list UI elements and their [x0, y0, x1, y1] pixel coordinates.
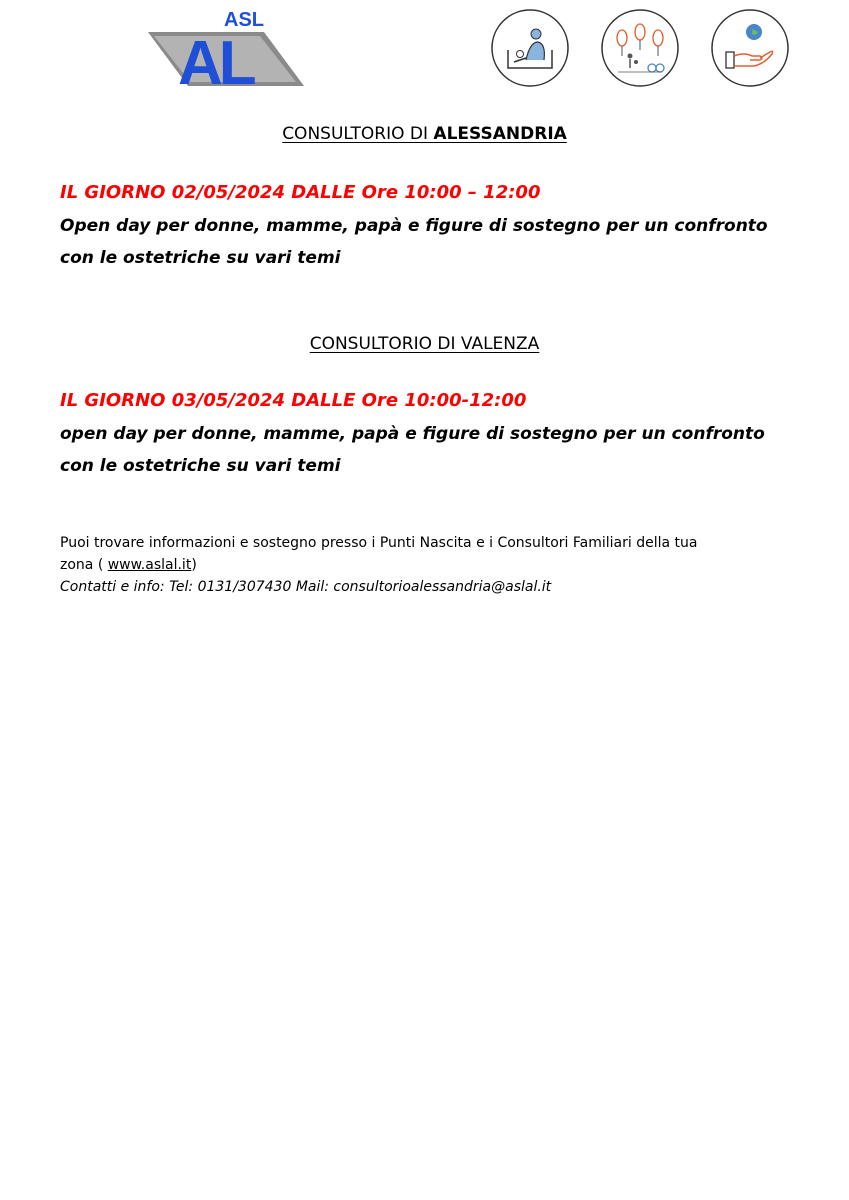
section-alessandria-desc-line2: con le ostetriche su vari temi — [60, 248, 341, 268]
hand-globe-icon — [710, 8, 790, 88]
info-line2-prefix: zona ( — [60, 557, 108, 573]
info-line2-suffix: ) — [191, 557, 197, 573]
info-line1: Puoi trovare informazioni e sostegno presso i Punti Nascita e i Consultori Familiari della tua — [60, 535, 698, 551]
section-valenza-heading — [0, 334, 849, 354]
section-valenza-desc-line2: con le ostetriche su vari temi — [60, 456, 341, 476]
section-alessandria-heading — [0, 124, 849, 144]
asl-al-logo-graphic — [148, 6, 308, 90]
info-line2 — [60, 554, 800, 576]
heading-prefix: CONSULTORIO DI — [282, 124, 434, 144]
heading-strong: ALESSANDRIA — [433, 124, 567, 144]
logo-text-main: AL — [178, 29, 253, 90]
heading-prefix: CONSULTORIO DI VALENZA — [309, 334, 540, 354]
section-valenza-desc-line1: open day per donne, mamme, papà e figure di sostegno per un confronto — [60, 424, 765, 444]
info-block — [60, 532, 800, 598]
family-park-icon — [600, 8, 680, 88]
logo-text-top: ASL — [224, 9, 264, 31]
header-icons — [490, 6, 790, 90]
section-alessandria-date: IL GIORNO 02/05/2024 DALLE Ore 10:00 – 12:00 — [60, 182, 541, 203]
contacts-line: Contatti e info: Tel: 0131/307430 Mail: consultorioalessandria@aslal.it — [60, 579, 552, 595]
aslal-website-link[interactable]: www.aslal.it — [107, 557, 192, 573]
breastfeeding-care-icon — [490, 8, 570, 88]
section-alessandria-desc-line1: Open day per donne, mamme, papà e figure di sostegno per un confronto — [60, 216, 768, 236]
section-valenza-date: IL GIORNO 03/05/2024 DALLE Ore 10:00-12:00 — [60, 390, 527, 411]
asl-al-logo — [148, 6, 308, 90]
